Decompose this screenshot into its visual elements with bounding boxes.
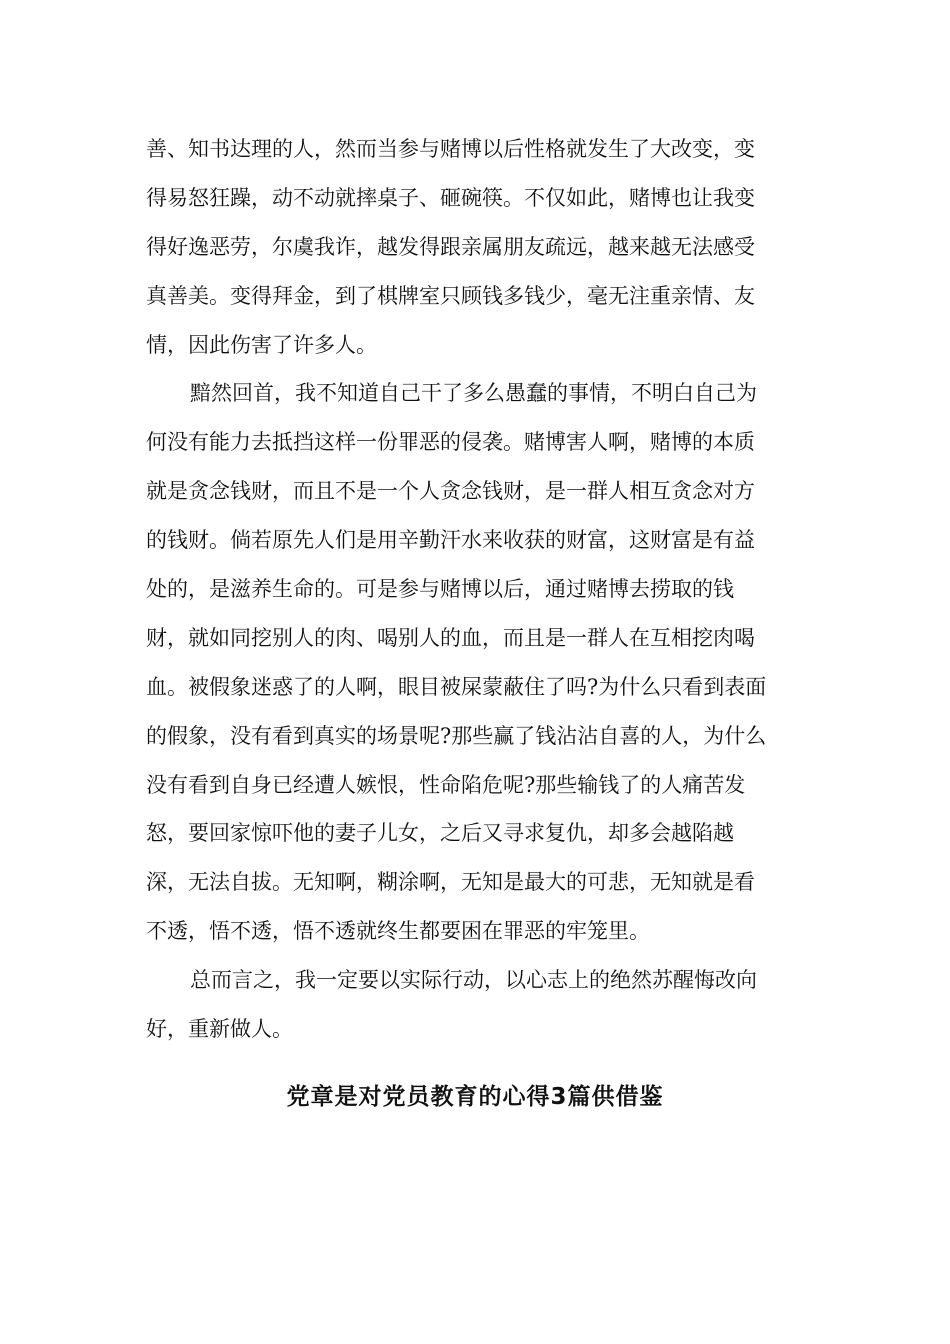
paragraph-2-line-4: 的钱财。倘若原先人们是用辛勤汗水来收获的财富，这财富是有益 [146, 528, 755, 553]
paragraph-2-line-1: 黯然回首，我不知道自己干了多么愚蠢的事情，不明白自己为 [190, 381, 757, 406]
paragraph-2-line-8: 的假象，没有看到真实的场景呢?那些赢了钱沾沾自喜的人，为什么 [146, 723, 767, 748]
paragraph-2-line-10: 怒，要回家惊吓他的妻子儿女，之后又寻求复仇，却多会越陷越 [146, 821, 734, 846]
paragraph-2-line-5: 处的，是滋养生命的。可是参与赌博以后，通过赌博去捞取的钱 [146, 577, 734, 602]
paragraph-1-line-3: 得好逸恶劳，尔虞我诈，越发得跟亲属朋友疏远，越来越无法感受 [146, 234, 755, 259]
document-body [146, 125, 806, 1054]
paragraph-1-line-4: 真善美。变得拜金，到了棋牌室只顾钱多钱少，毫无注重亲情、友 [146, 283, 755, 308]
paragraph-1-line-5: 情，因此伤害了许多人。 [146, 332, 377, 357]
paragraph-2-line-2: 何没有能力去抵挡这样一份罪恶的侵袭。赌博害人啊，赌博的本质 [146, 430, 755, 455]
paragraph-3-line-2: 好，重新做人。 [146, 1017, 293, 1042]
section-heading: 党章是对党员教育的心得3篇供借鉴 [286, 1084, 664, 1110]
paragraph-2-line-3: 就是贪念钱财，而且不是一个人贪念钱财，是一群人相互贪念对方 [146, 479, 755, 504]
paragraph-2-line-9: 没有看到自身已经遭人嫉恨，性命陷危呢?那些输钱了的人痛苦发 [146, 772, 746, 797]
paragraph-2-line-6: 财，就如同挖别人的肉、喝别人的血，而且是一群人在互相挖肉喝 [146, 625, 755, 650]
paragraph-3-line-1: 总而言之，我一定要以实际行动，以心志上的绝然苏醒悔改向 [190, 968, 757, 993]
paragraph-2-line-12: 不透，悟不透，悟不透就终生都要困在罪恶的牢笼里。 [146, 919, 650, 944]
paragraph-2-line-7: 血。被假象迷惑了的人啊，眼目被屎蒙蔽住了吗?为什么只看到表面 [146, 674, 767, 699]
paragraph-1-line-2: 得易怒狂躁，动不动就摔桌子、砸碗筷。不仅如此，赌博也让我变 [146, 185, 755, 210]
paragraph-1-line-1: 善、知书达理的人，然而当参与赌博以后性格就发生了大改变，变 [146, 137, 755, 161]
paragraph-2-line-11: 深，无法自拔。无知啊，糊涂啊，无知是最大的可悲，无知就是看 [146, 870, 755, 895]
